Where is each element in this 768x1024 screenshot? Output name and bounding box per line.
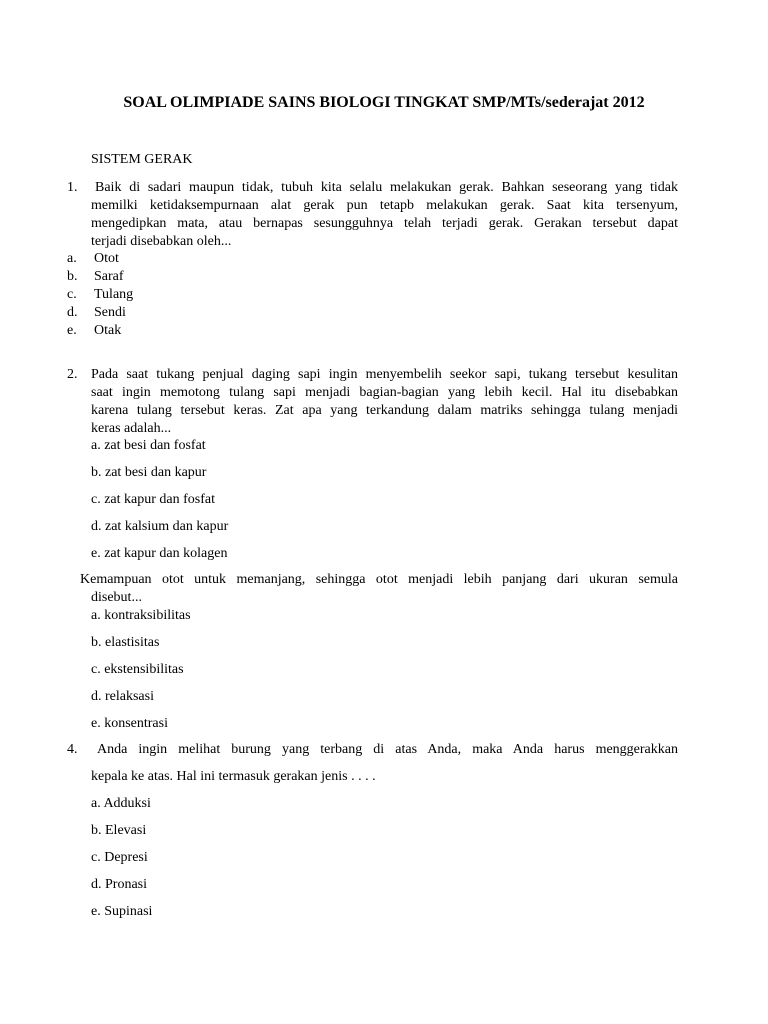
q4-option-a: a. Adduksi bbox=[91, 796, 151, 811]
question-1-line-1: Baik di sadari maupun tidak, tubuh kita selalu melakukan gerak. Bahkan seseorang yang tidak bbox=[95, 180, 678, 195]
q1-option-c-letter: c. bbox=[67, 287, 77, 302]
q1-option-e-letter: e. bbox=[67, 323, 77, 338]
q1-option-b-letter: b. bbox=[67, 269, 78, 284]
q2-option-a: a. zat besi dan fosfat bbox=[91, 438, 206, 453]
q1-option-e-text: Otak bbox=[94, 323, 122, 338]
question-3-line-2: disebut... bbox=[91, 590, 142, 605]
section-heading: SISTEM GERAK bbox=[91, 152, 193, 167]
q3-option-c: c. ekstensibilitas bbox=[91, 662, 184, 677]
q4-option-c: c. Depresi bbox=[91, 850, 148, 865]
question-1-number: 1. bbox=[67, 180, 78, 195]
q3-option-a: a. kontraksibilitas bbox=[91, 608, 191, 623]
question-2-line-2: saat ingin memotong tulang sapi menjadi bagian-bagian yang lebih kecil. Hal itu disebabkan bbox=[91, 385, 678, 400]
q4-option-b: b. Elevasi bbox=[91, 823, 147, 838]
question-4-number: 4. bbox=[67, 742, 78, 757]
question-1-line-4: terjadi disebabkan oleh... bbox=[91, 234, 232, 249]
q2-option-e: e. zat kapur dan kolagen bbox=[91, 546, 228, 561]
question-4-line-1: Anda ingin melihat burung yang terbang di atas Anda, maka Anda harus menggerakkan bbox=[97, 742, 678, 757]
q1-option-b-text: Saraf bbox=[94, 269, 124, 284]
q2-option-c: c. zat kapur dan fosfat bbox=[91, 492, 215, 507]
question-1-line-2: memilki ketidaksempurnaan alat gerak pun tetapb melakukan gerak. Saat kita tersenyum, bbox=[91, 198, 678, 213]
q1-option-d-letter: d. bbox=[67, 305, 78, 320]
q2-option-b: b. zat besi dan kapur bbox=[91, 465, 207, 480]
q3-option-b: b. elastisitas bbox=[91, 635, 160, 650]
question-1-line-3: mengedipkan mata, atau bernapas sesungguhnya telah terjadi gerak. Gerakan tersebut dapat bbox=[91, 216, 678, 231]
question-2-line-4: keras adalah... bbox=[91, 421, 172, 436]
q1-option-d-text: Sendi bbox=[94, 305, 126, 320]
page-title: SOAL OLIMPIADE SAINS BIOLOGI TINGKAT SMP/MTs/sederajat 2012 bbox=[123, 94, 645, 111]
q1-option-a-letter: a. bbox=[67, 251, 77, 266]
question-2-line-1: Pada saat tukang penjual daging sapi ingin menyembelih seekor sapi, tukang tersebut kesulitan bbox=[91, 367, 678, 382]
q3-option-d: d. relaksasi bbox=[91, 689, 154, 704]
question-2-number: 2. bbox=[67, 367, 78, 382]
question-3-line-1: Kemampuan otot untuk memanjang, sehingga otot menjadi lebih panjang dari ukuran semula bbox=[80, 572, 678, 587]
question-2-line-3: karena tulang tersebut keras. Zat apa yang terkandung dalam matriks sehingga tulang menjadi bbox=[91, 403, 678, 418]
q2-option-d: d. zat kalsium dan kapur bbox=[91, 519, 229, 534]
q4-option-d: d. Pronasi bbox=[91, 877, 147, 892]
q1-option-a-text: Otot bbox=[94, 251, 119, 266]
q1-option-c-text: Tulang bbox=[94, 287, 134, 302]
question-4-line-2: kepala ke atas. Hal ini termasuk gerakan jenis . . . . bbox=[91, 769, 376, 784]
q3-option-e: e. konsentrasi bbox=[91, 716, 168, 731]
q4-option-e: e. Supinasi bbox=[91, 904, 153, 919]
